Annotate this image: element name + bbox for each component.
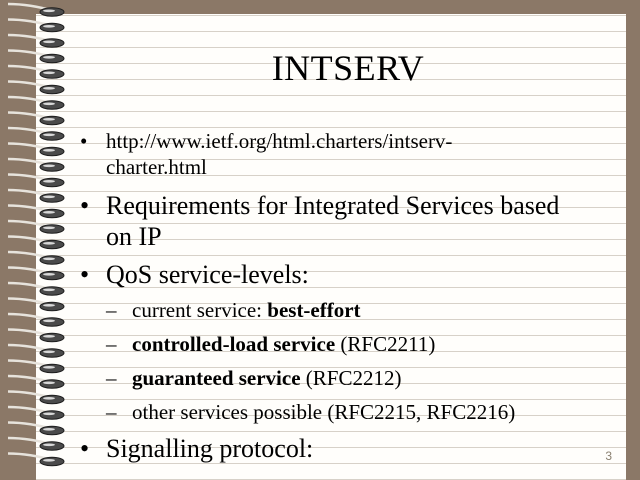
spiral-ring-highlight bbox=[43, 196, 55, 199]
spiral-ring-highlight bbox=[43, 444, 55, 447]
spiral-ring bbox=[40, 333, 64, 341]
spiral-ring-highlight bbox=[43, 165, 55, 168]
spiral-ring-highlight bbox=[43, 149, 55, 152]
bullet-icon: • bbox=[80, 191, 90, 220]
charter-url-line-2: charter.html bbox=[106, 155, 207, 179]
dash-icon: – bbox=[106, 332, 117, 356]
spiral-binding-icon bbox=[0, 0, 70, 480]
spiral-ring bbox=[40, 178, 64, 186]
spiral-ring-highlight bbox=[43, 56, 55, 59]
spiral-ring-highlight bbox=[43, 273, 55, 276]
slide-title: INTSERV bbox=[271, 48, 425, 88]
spiral-ring bbox=[40, 302, 64, 310]
spiral-ring bbox=[40, 349, 64, 357]
bullet-item-charter-url bbox=[80, 128, 620, 180]
dash-icon: – bbox=[106, 400, 117, 424]
bullet-list bbox=[80, 128, 620, 471]
spiral-ring-highlight bbox=[43, 366, 55, 369]
spiral-ring-highlight bbox=[43, 258, 55, 261]
spiral-ring-highlight bbox=[43, 304, 55, 307]
qos-levels-text: QoS service-levels: bbox=[106, 260, 309, 289]
spiral-ring bbox=[40, 116, 64, 124]
bullet-icon: • bbox=[80, 434, 90, 463]
bullet-item-qos-levels bbox=[80, 259, 620, 290]
charter-url-line-1: http://www.ietf.org/html.charters/intserv- bbox=[106, 129, 453, 153]
spiral-ring-highlight bbox=[43, 41, 55, 44]
bullet-item-requirements bbox=[80, 190, 620, 252]
sub-item-controlled-load bbox=[80, 331, 620, 357]
spiral-ring bbox=[40, 194, 64, 202]
spiral-ring bbox=[40, 147, 64, 155]
spiral-ring bbox=[40, 318, 64, 326]
sub-item-best-effort bbox=[80, 297, 620, 323]
spiral-ring-highlight bbox=[43, 227, 55, 230]
spiral-ring bbox=[40, 101, 64, 109]
spiral-ring bbox=[40, 23, 64, 31]
spiral-ring bbox=[40, 240, 64, 248]
requirements-line-1: Requirements for Integrated Services based bbox=[106, 191, 560, 220]
spiral-ring-highlight bbox=[43, 211, 55, 214]
spiral-ring-highlight bbox=[43, 72, 55, 75]
sub-item-suffix: (RFC2211) bbox=[335, 332, 436, 356]
spiral-ring bbox=[40, 54, 64, 62]
spiral-ring bbox=[40, 380, 64, 388]
spiral-ring-highlight bbox=[43, 134, 55, 137]
sub-item-suffix: (RFC2212) bbox=[300, 366, 402, 390]
spiral-ring-highlight bbox=[43, 335, 55, 338]
spiral-ring-highlight bbox=[43, 351, 55, 354]
spiral-ring-highlight bbox=[43, 10, 55, 13]
spiral-ring-highlight bbox=[43, 397, 55, 400]
spiral-ring-highlight bbox=[43, 118, 55, 121]
bullet-item-signalling bbox=[80, 433, 620, 464]
spiral-ring-highlight bbox=[43, 180, 55, 183]
bullet-icon: • bbox=[80, 260, 90, 289]
signalling-text: Signalling protocol: bbox=[106, 434, 314, 463]
spiral-ring bbox=[40, 395, 64, 403]
spiral-ring bbox=[40, 163, 64, 171]
sub-item-bold-text: guaranteed service bbox=[132, 366, 301, 390]
spiral-ring bbox=[40, 132, 64, 140]
bullet-icon: • bbox=[80, 129, 88, 153]
sub-item-text: other services possible (RFC2215, RFC2216) bbox=[132, 400, 516, 424]
spiral-ring bbox=[40, 271, 64, 279]
page-number: 3 bbox=[605, 449, 612, 463]
spiral-ring-highlight bbox=[43, 87, 55, 90]
spiral-ring bbox=[40, 457, 64, 465]
sub-item-bold-text: best-effort bbox=[267, 298, 361, 322]
spiral-ring bbox=[40, 209, 64, 217]
spiral-ring-highlight bbox=[43, 103, 55, 106]
spiral-ring bbox=[40, 426, 64, 434]
spiral-ring bbox=[40, 442, 64, 450]
spiral-ring bbox=[40, 256, 64, 264]
spiral-ring-highlight bbox=[43, 320, 55, 323]
spiral-ring-highlight bbox=[43, 428, 55, 431]
spiral-ring-highlight bbox=[43, 242, 55, 245]
spiral-ring bbox=[40, 8, 64, 16]
dash-icon: – bbox=[106, 366, 117, 390]
spiral-ring-highlight bbox=[43, 25, 55, 28]
spiral-ring bbox=[40, 39, 64, 47]
spiral-ring-highlight bbox=[43, 289, 55, 292]
frame-right-border bbox=[626, 0, 640, 480]
sub-item-guaranteed bbox=[80, 365, 620, 391]
dash-icon: – bbox=[106, 298, 117, 322]
spiral-ring bbox=[40, 225, 64, 233]
sub-item-other-services bbox=[80, 399, 620, 425]
spiral-ring bbox=[40, 364, 64, 372]
spiral-ring bbox=[40, 411, 64, 419]
spiral-ring-highlight bbox=[43, 459, 55, 462]
sub-item-text: current service: bbox=[132, 298, 268, 322]
spiral-ring bbox=[40, 70, 64, 78]
spiral-ring-highlight bbox=[43, 413, 55, 416]
sub-item-bold-text: controlled-load service bbox=[132, 332, 336, 356]
spiral-ring bbox=[40, 85, 64, 93]
frame-top-border bbox=[0, 0, 640, 14]
spiral-ring-highlight bbox=[43, 382, 55, 385]
spiral-ring bbox=[40, 287, 64, 295]
requirements-line-2: on IP bbox=[106, 222, 162, 251]
